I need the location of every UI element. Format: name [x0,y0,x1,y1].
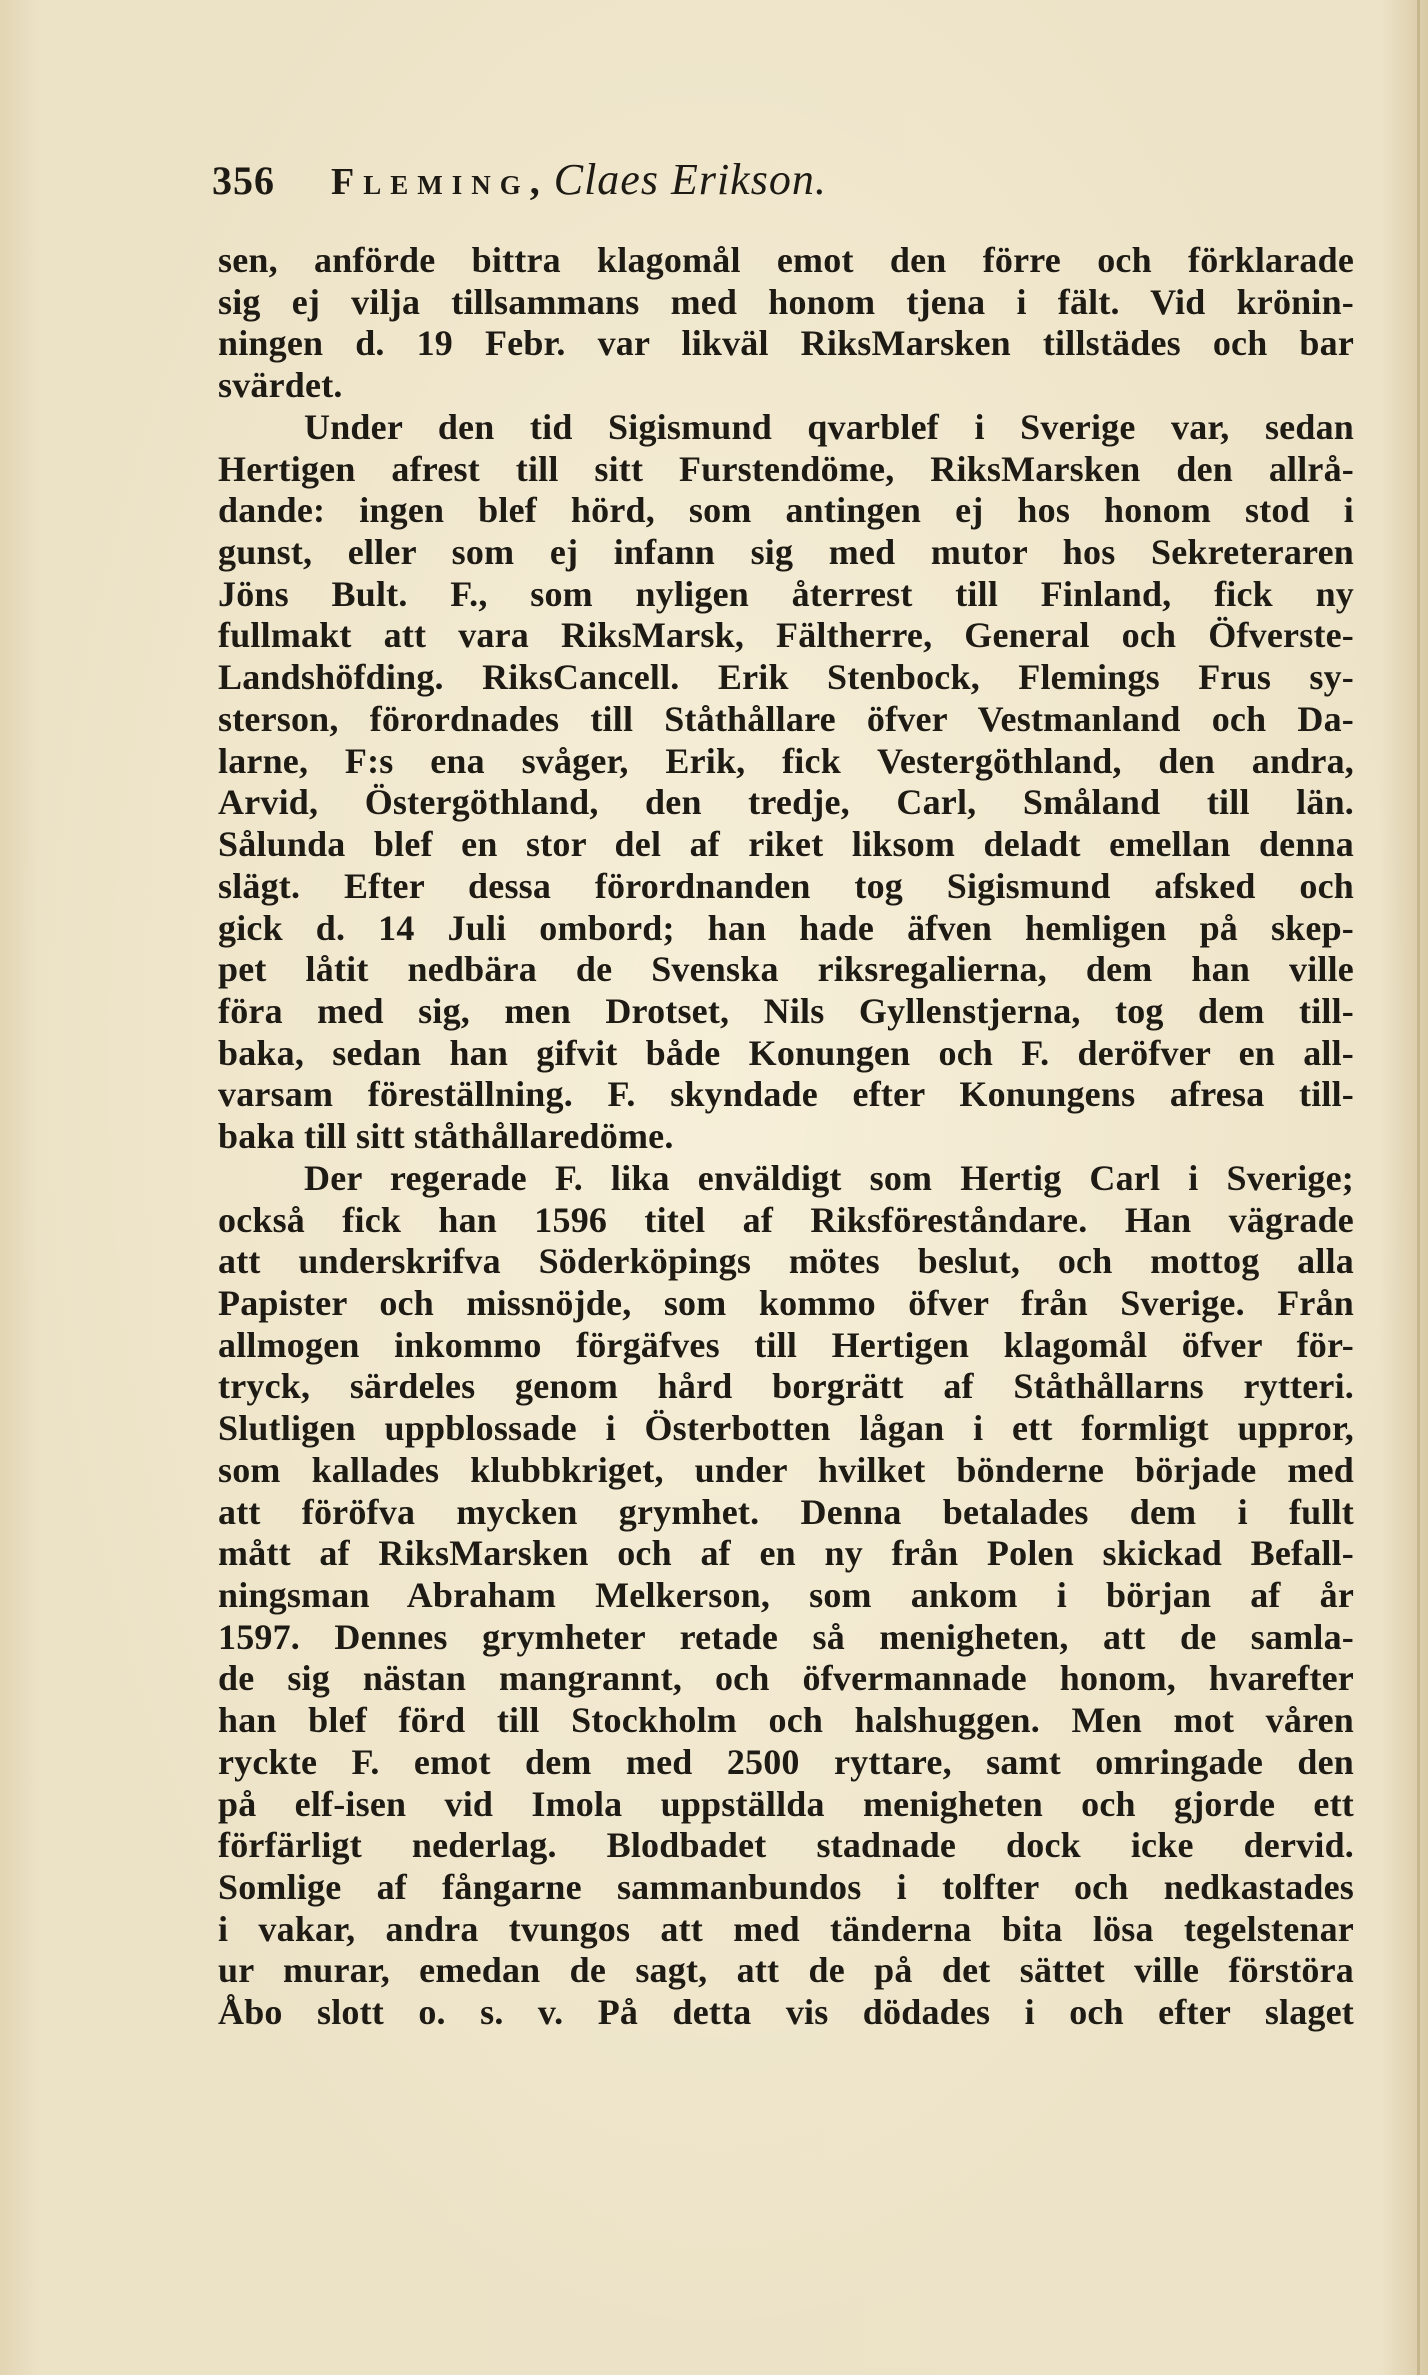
running-person: Claes Erikson. [553,155,827,204]
text-line: baka till sitt ståthållaredöme. [218,1116,674,1157]
text-line: Landshöfding. RiksCancell. Erik Stenbock, Flemings Frus sy- [218,657,1354,698]
text-line: ningsman Abraham Melkerson, som ankom i början af år [218,1575,1354,1615]
header-separator: , [529,158,540,203]
text-line: sen, anförde bittra klagomål emot den förre och förklarade [218,240,1354,280]
page-edge [1417,0,1420,2375]
text-line: pet låtit nedbära de Svenska riksregalierna, dem han ville [218,949,1354,990]
text-line: i vakar, andra tvungos att med tänderna bita lösa tegelstenar [218,1908,1354,1949]
text-line: att föröfva mycken grymhet. Denna betalades dem i fullt [218,1491,1354,1532]
text-line: gunst, eller som ej infann sig med mutor hos Sekreteraren [218,532,1354,573]
page-number: 356 [212,158,275,203]
body-text [218,240,1354,2034]
text-line: att underskrifva Söderköpings mötes beslut, och mottog alla [218,1241,1354,1282]
text-line: larne, F:s ena svåger, Erik, fick Vestergöthland, den andra, [218,740,1354,781]
text-line: också fick han 1596 titel af Riksföreståndare. Han vägrade [218,1199,1354,1240]
text-line: ryckte F. emot dem med 2500 ryttare, samt omringade den [218,1741,1354,1782]
text-line: 1597. Dennes grymheter retade så menigheten, att de samla- [218,1616,1354,1657]
text-line: baka, sedan han gifvit både Konungen och F. deröfver en all- [218,1032,1354,1073]
text-line: Arvid, Östergöthland, den tredje, Carl, Småland till län. [218,782,1354,823]
text-line: svärdet. [218,365,343,406]
text-line: ningen d. 19 Febr. var likväl RiksMarsken tillstädes och bar [218,323,1354,364]
text-line: de sig nästan mangrannt, och öfvermannade honom, hvarefter [218,1658,1354,1699]
text-line: fullmakt att vara RiksMarsk, Fältherre, General och Öfverste- [218,615,1354,656]
text-line: dande: ingen blef hörd, som antingen ej hos honom stod i [218,490,1354,531]
text-line: allmogen inkommo förgäfves till Hertigen klagomål öfver för- [218,1324,1354,1365]
text-line: sterson, förordnades till Ståthållare öfver Vestmanland och Da- [218,698,1354,739]
text-line: Hertigen afrest till sitt Furstendöme, RiksMarsken den allrå- [218,448,1354,489]
running-name: Fleming [331,161,530,203]
text-line: Åbo slott o. s. v. På detta vis dödades i och efter slaget [218,1992,1354,2033]
text-line: tryck, särdeles genom hård borgrätt af Ståthållarns rytteri. [218,1366,1354,1407]
text-line: mått af RiksMarsken och af en ny från Polen skickad Befall- [218,1533,1354,1574]
text-line: förfärligt nederlag. Blodbadet stadnade dock icke dervid. [218,1825,1354,1866]
text-line: Jöns Bult. F., som nyligen återrest till Finland, fick ny [218,573,1354,614]
text-line: Slutligen uppblossade i Österbotten lågan i ett formligt uppror, [218,1408,1354,1449]
text-line: gick d. 14 Juli ombord; han hade äfven hemligen på skep- [218,907,1354,948]
text-line: föra med sig, men Drotset, Nils Gyllenstjerna, tog dem till- [218,990,1354,1031]
text-line: Der regerade F. lika enväldigt som Hertig Carl i Sverige; [304,1157,1354,1198]
text-line: slägt. Efter dessa förordnanden tog Sigismund afsked och [218,865,1354,906]
running-header [212,150,1112,210]
text-line: varsam föreställning. F. skyndade efter Konungens afresa till- [218,1074,1354,1115]
text-line: Under den tid Sigismund qvarblef i Sverige var, sedan [304,406,1354,447]
text-line: han blef förd till Stockholm och halshuggen. Men mot våren [218,1700,1354,1741]
text-line: Sålunda blef en stor del af riket liksom deladt emellan denna [218,824,1354,865]
text-line: Somlige af fångarne sammanbundos i tolfter och nedkastades [218,1867,1354,1908]
text-line: sig ej vilja tillsammans med honom tjena i fält. Vid krönin- [218,281,1354,322]
text-line: Papister och missnöjde, som kommo öfver från Sverige. Från [218,1282,1354,1323]
text-line: på elf-isen vid Imola uppställda menigheten och gjorde ett [218,1783,1354,1824]
text-line: som kallades klubbkriget, under hvilket bönderne började med [218,1449,1354,1490]
text-line: ur murar, emedan de sagt, att de på det sättet ville förstöra [218,1950,1354,1991]
